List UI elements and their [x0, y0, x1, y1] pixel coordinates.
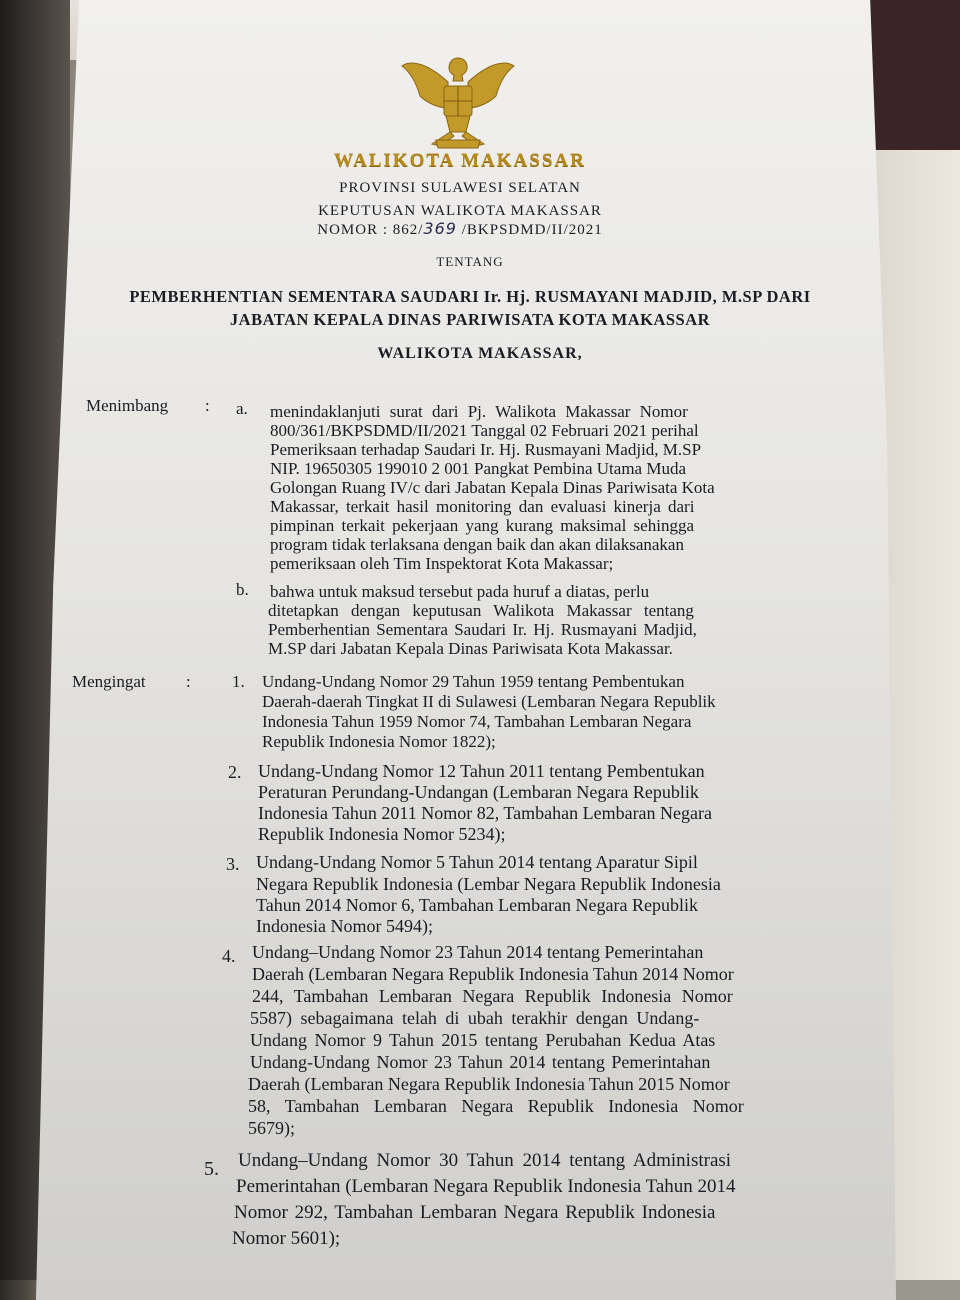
mengingat-item-marker: 3.: [226, 854, 240, 874]
mengingat-item-line: Indonesia Tahun 1959 Nomor 74, Tambahan Lembaran Negara: [262, 712, 692, 731]
menimbang-b-marker: b.: [236, 580, 249, 599]
subject-line-1: PEMBERHENTIAN SEMENTARA SAUDARI Ir. Hj. RUSMAYANI MADJID, M.SP DARI: [129, 287, 811, 306]
menimbang-label: Menimbang: [86, 396, 169, 415]
mengingat-item-marker: 1.: [232, 672, 245, 691]
menimbang-a-line: Golongan Ruang IV/c dari Jabatan Kepala Dinas Pariwisata Kota: [270, 478, 715, 497]
number-prefix: NOMOR : 862/: [317, 222, 424, 238]
mengingat-item-marker: 4.: [222, 946, 236, 966]
mengingat-item-line: 5587) sebagaimana telah di ubah terakhir dengan Undang-: [250, 1008, 700, 1028]
mengingat-item-line: Undang-Undang Nomor 23 Tahun 2014 tentang Pemerintahan: [250, 1052, 711, 1072]
mengingat-item-line: Undang-Undang Nomor 5 Tahun 2014 tentang Aparatur Sipil: [256, 852, 698, 872]
mengingat-item-line: 244, Tambahan Lembaran Negara Republik Indonesia Nomor: [252, 986, 733, 1006]
number-suffix: /BKPSDMD/II/2021: [456, 222, 603, 238]
decree-number: [250, 219, 670, 239]
mengingat-item-line: 58, Tambahan Lembaran Negara Republik Indonesia Nomor: [248, 1096, 744, 1116]
mengingat-item-line: Tahun 2014 Nomor 6, Tambahan Lembaran Negara Republik: [256, 895, 699, 915]
garuda-emblem-icon: [396, 52, 520, 152]
mengingat-label: Mengingat: [72, 672, 146, 691]
menimbang-a-line: pimpinan terkait pekerjaan yang kurang maksimal sehingga: [270, 516, 694, 535]
mengingat-item-line: Daerah (Lembaran Negara Republik Indonesia Tahun 2015 Nomor: [248, 1074, 730, 1094]
about-label: TENTANG: [436, 254, 504, 269]
mengingat-item-line: Daerah (Lembaran Negara Republik Indonesia Tahun 2014 Nomor: [252, 964, 734, 984]
mengingat-item-line: Undang-Undang Nomor 12 Tahun 2011 tentang Pembentukan: [258, 761, 705, 781]
menimbang-b-line: bahwa untuk maksud tersebut pada huruf a diatas, perlu: [270, 582, 650, 601]
mengingat-item-line: Indonesia Nomor 5494);: [256, 916, 433, 936]
mengingat-item-marker: 5.: [204, 1158, 219, 1180]
city-title: WALIKOTA MAKASSAR: [334, 150, 586, 171]
mengingat-item-line: Peraturan Perundang-Undangan (Lembaran Negara Republik: [258, 782, 699, 802]
menimbang-b-line: Pemberhentian Sementara Saudari Ir. Hj. Rusmayani Madjid,: [268, 620, 697, 639]
mengingat-item-line: Negara Republik Indonesia (Lembar Negara Republik Indonesia: [256, 874, 721, 894]
mengingat-item-line: Nomor 5601);: [232, 1228, 341, 1249]
mengingat-item-line: Undang-Undang Nomor 29 Tahun 1959 tentang Pembentukan: [262, 672, 685, 691]
mengingat-item-line: Republik Indonesia Nomor 5234);: [258, 824, 506, 844]
menimbang-a-line: Pemeriksaan terhadap Saudari Ir. Hj. Rusmayani Madjid, M.SP: [270, 440, 702, 459]
mengingat-item-line: Daerah-daerah Tingkat II di Sulawesi (Lembaran Negara Republik: [262, 692, 716, 711]
subject-line-2: JABATAN KEPALA DINAS PARIWISATA KOTA MAKASSAR: [229, 310, 711, 329]
menimbang-b-line: M.SP dari Jabatan Kepala Dinas Pariwisata Kota Makassar.: [268, 639, 673, 658]
mengingat-item-line: Undang–Undang Nomor 30 Tahun 2014 tentang Administrasi: [238, 1150, 732, 1171]
menimbang-a-line: 800/361/BKPSDMD/II/2021 Tanggal 02 Februari 2021 perihal: [270, 421, 699, 440]
menimbang-a-line: Makassar, terkait hasil monitoring dan evaluasi kinerja dari: [270, 497, 695, 516]
number-handwritten: 369: [423, 219, 457, 238]
decree-title: KEPUTUSAN WALIKOTA MAKASSAR: [318, 203, 602, 219]
menimbang-a-marker: a.: [236, 399, 248, 418]
menimbang-a-line: pemeriksaan oleh Tim Inspektorat Kota Makassar;: [270, 554, 614, 573]
menimbang-a-line: menindaklanjuti surat dari Pj. Walikota Makassar Nomor: [270, 402, 688, 421]
mengingat-item-line: 5679);: [248, 1118, 295, 1138]
mengingat-item-line: Republik Indonesia Nomor 1822);: [262, 732, 496, 751]
mengingat-item-line: Undang–Undang Nomor 23 Tahun 2014 tentang Pemerintahan: [252, 942, 704, 962]
menimbang-b-line: ditetapkan dengan keputusan Walikota Makassar tentang: [268, 601, 694, 620]
mayor-heading: WALIKOTA MAKASSAR,: [377, 345, 583, 362]
province-name: PROVINSI SULAWESI SELATAN: [339, 180, 581, 196]
mengingat-item-line: Pemerintahan (Lembaran Negara Republik Indonesia Tahun 2014: [236, 1176, 736, 1197]
menimbang-colon: :: [205, 396, 210, 415]
menimbang-a-line: program tidak terlaksana dengan baik dan akan dilaksanakan: [270, 535, 684, 554]
menimbang-a-line: NIP. 19650305 199010 2 001 Pangkat Pembina Utama Muda: [270, 459, 686, 478]
mengingat-colon: :: [186, 672, 191, 691]
mengingat-item-line: Undang Nomor 9 Tahun 2015 tentang Perubahan Kedua Atas: [250, 1030, 716, 1050]
mengingat-item-line: Indonesia Tahun 2011 Nomor 82, Tambahan Lembaran Negara: [258, 803, 713, 823]
mengingat-item-marker: 2.: [228, 762, 242, 782]
mengingat-item-line: Nomor 292, Tambahan Lembaran Negara Republik Indonesia: [234, 1202, 716, 1223]
